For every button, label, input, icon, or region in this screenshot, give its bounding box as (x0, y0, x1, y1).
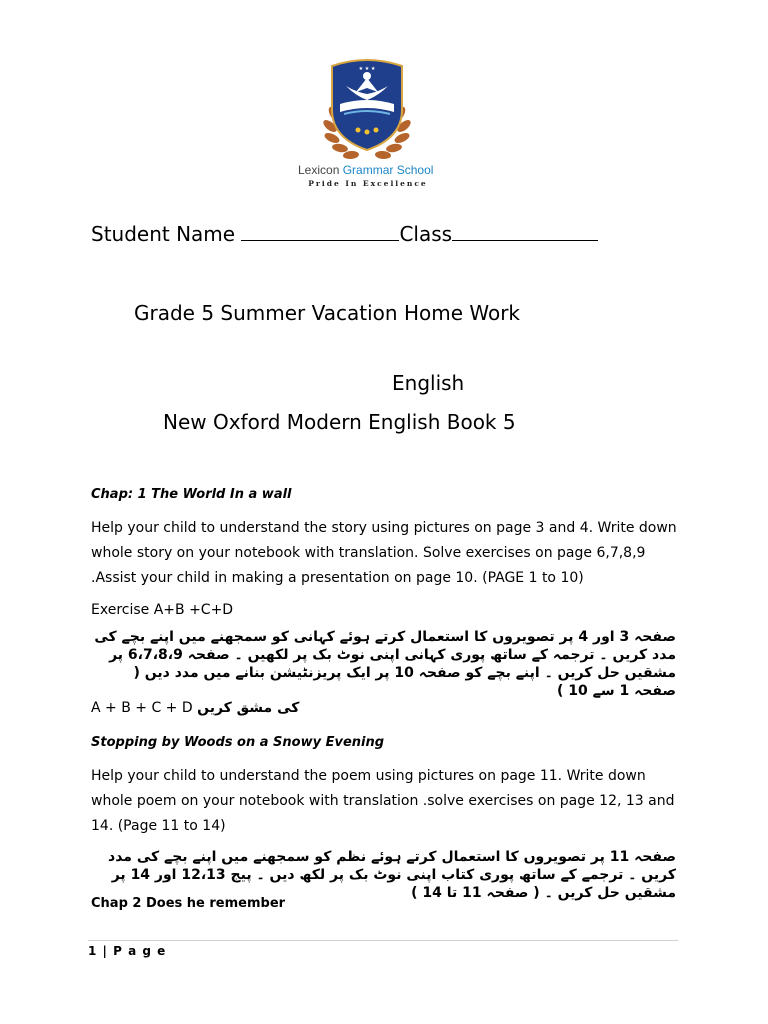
book-title: New Oxford Modern English Book 5 (163, 410, 516, 434)
page-label: P a g e (113, 944, 167, 958)
school-motto: Pride In Excellence (308, 179, 428, 188)
footer-separator: | (102, 944, 108, 958)
exercise-urdu: کی مشق کریں (197, 700, 300, 716)
exercise-label: Exercise A+B +C+D (91, 602, 234, 618)
urdu-instructions: صفحہ 3 اور 4 پر تصویروں کا استعمال کرتے ہوئے کہانی کو سمجھنے میں اپنے بچے کی مدد کریں ۔ ترجمہ کے ساتھ پوری کہانی اپنی نوٹ بک پر لکھیں ۔ صفحہ 6،7،8،9 پر مشقیں حل کریں ۔ اپنے بچے کو صفحہ 10 پر ایک پریزنٹیشن بنانے میں مدد دیں ( صفحہ 1 سے 10 ) (94, 629, 676, 699)
class-blank (452, 222, 598, 241)
exercise-urdu-line (91, 700, 299, 716)
section-heading: Stopping by Woods on a Snowy Evening (91, 735, 385, 750)
shield-crest-icon (296, 52, 438, 170)
section-heading: Chap 2 Does he remember (91, 896, 286, 911)
section-body: Help your child to understand the story using pictures on page 3 and 4. Write down whole story on your notebook with translation. Solve exercises on page 6,7,8,9 .Assist your child in making a presentation on page 10. (PAGE 1 to 10) (91, 520, 677, 586)
school-name-part1: Lexicon (298, 163, 340, 177)
page-title: Grade 5 Summer Vacation Home Work (134, 301, 521, 325)
page-footer (88, 944, 166, 958)
school-name-part2: Grammar School (342, 163, 434, 177)
urdu-instructions: صفحہ 11 پر تصویروں کا استعمال کرتے ہوئے نظم کو سمجھنے میں اپنے بچے کی مدد کریں ۔ ترجمے کے ساتھ پوری کتاب اپنی نوٹ بک پر لکھ دیں ۔ پیج 12،13 اور 14 پر مشقیں حل کریں ۔ ( صفحہ 11 تا 14 ) (108, 849, 676, 901)
footer-divider (88, 940, 678, 941)
student-info-line (91, 222, 598, 246)
section-heading: Chap: 1 The World In a wall (91, 487, 292, 502)
student-name-blank (241, 222, 399, 241)
subject-title: English (392, 371, 465, 395)
class-label: Class (399, 222, 453, 246)
exercise-latin: A + B + C + D (91, 700, 193, 716)
student-name-label: Student Name (91, 222, 236, 246)
school-name (298, 163, 438, 177)
section-body: Help your child to understand the poem using pictures on page 11. Write down whole poem on your notebook with translation .solve exercises on page 12, 13 and 14. (Page 11 to 14) (91, 768, 675, 834)
page-number: 1 (88, 944, 98, 958)
svg-text:★ ★ ★: ★ ★ ★ (358, 66, 376, 72)
